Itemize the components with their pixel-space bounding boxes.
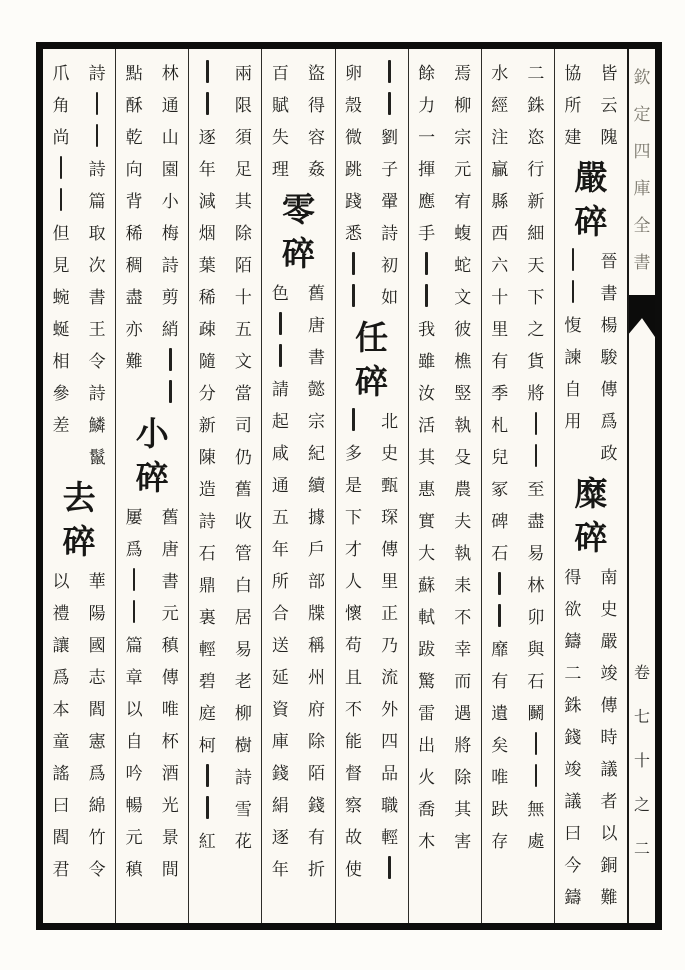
citation-left-subrow: 爪 角 尚 但 見 蜿 蜒 相 參 差 — [52, 63, 70, 436]
repeat-mark — [279, 344, 282, 367]
margin-column — [627, 49, 655, 923]
fishtail-ornament-icon — [629, 295, 655, 337]
repeat-mark — [206, 60, 209, 83]
repeat-mark — [169, 348, 172, 371]
headword: 任 碎 — [355, 317, 389, 401]
repeat-mark — [498, 604, 501, 627]
citation-left-subrow: 得 欲 鑄 二 銖 錢 竣 議 曰 今 鑄 — [564, 567, 582, 908]
text-column-col-8 — [43, 49, 115, 923]
citation-note — [482, 55, 554, 855]
citation-note — [555, 55, 627, 151]
repeat-mark — [133, 568, 136, 591]
page-body — [43, 49, 655, 923]
citation-note — [43, 55, 115, 471]
repeat-mark — [388, 60, 391, 83]
repeat-mark — [352, 284, 355, 307]
citation-left-subrow: 多 是 下 才 人 懷 苟 且 不 能 督 察 故 使 — [336, 403, 372, 883]
repeat-mark — [572, 248, 575, 271]
headword: 去 碎 — [62, 477, 96, 561]
citation-left-subrow: 色 請 起 咸 通 五 年 所 合 送 延 資 庫 錢 絹 逐 年 — [271, 283, 289, 880]
citation-right-subrow: 劉 子 翬 詩 初 如 — [372, 55, 408, 311]
citation-left-subrow: 協 所 建 — [564, 63, 582, 148]
citation-right-subrow: 兩 限 須 足 其 除 陌 十 五 文 當 司 仍 舊 收 管 白 居 易 老 柳 樹 詩 雪 花 — [234, 63, 252, 852]
citation-left-subrow: 點 酥 乾 向 背 稀 稠 盡 亦 難 — [125, 63, 143, 372]
citation-left-subrow: 卵 殼 微 跳 踐 悉 — [336, 55, 372, 311]
headword: 小 碎 — [135, 413, 169, 497]
repeat-mark — [169, 380, 172, 403]
citation-left-subrow: 以 禮 讓 爲 本 童 謠 曰 閻 君 — [52, 571, 70, 880]
headword: 嚴 碎 — [574, 157, 608, 241]
headword: 零 碎 — [281, 189, 315, 273]
repeat-mark — [206, 92, 209, 115]
book-title-vertical: 欽 定 四 庫 全 書 — [633, 68, 651, 273]
repeat-mark — [535, 412, 538, 435]
citation-note — [189, 55, 261, 855]
headword: 糜 碎 — [574, 473, 608, 557]
volume-label-vertical: 卷 七 十 之 二 — [633, 662, 650, 858]
citation-note — [262, 55, 334, 183]
citation-note — [116, 55, 188, 407]
page-frame-border — [36, 42, 662, 930]
citation-right-subrow: 舊 唐 書 元 稹 傳 唯 杯 酒 光 景 間 — [161, 507, 179, 880]
citation-right-subrow: 晉 書 楊 駿 傳 爲 政 — [600, 251, 618, 464]
citation-right-subrow: 二 銖 恣 行 新 細 天 下 之 貨 將 至 盡 易 林 卯 與 石 鬭 無 處 — [527, 63, 545, 852]
text-column-col-2 — [481, 49, 554, 923]
repeat-mark — [535, 764, 538, 787]
text-column-col-1 — [554, 49, 627, 923]
citation-note — [555, 559, 627, 911]
citation-left-subrow: 百 賦 失 理 — [271, 63, 289, 180]
repeat-mark — [572, 280, 575, 303]
citation-note — [336, 403, 408, 883]
repeat-mark — [535, 444, 538, 467]
citation-right-subrow: 詩 詩 篇 取 次 書 王 令 詩 鱗 鬣 — [88, 63, 106, 468]
repeat-mark — [60, 156, 63, 179]
repeat-mark — [206, 796, 209, 819]
citation-right-subrow: 華 陽 國 志 閻 憲 爲 綿 竹 令 — [88, 571, 106, 880]
text-column-col-3 — [408, 49, 481, 923]
citation-left-subrow: 水 經 注 贏 縣 西 六 十 里 有 季 札 兒 冢 碑 石 靡 有 遺 矣 唯 趺 存 — [491, 63, 509, 852]
repeat-mark — [96, 124, 99, 147]
repeat-mark — [133, 600, 136, 623]
text-column-col-5 — [261, 49, 334, 923]
citation-right-subrow: 北 史 甄 琛 傳 里 正 乃 流 外 四 品 職 輕 — [372, 403, 408, 883]
repeat-mark — [425, 284, 428, 307]
citation-left-subrow: 愎 諫 自 用 — [555, 243, 591, 467]
text-column-col-4 — [335, 49, 408, 923]
repeat-mark — [352, 252, 355, 275]
citation-right-subrow: 林 通 山 園 小 梅 詩 剪 綃 — [152, 55, 188, 407]
citation-note — [336, 55, 408, 311]
repeat-mark — [425, 252, 428, 275]
repeat-mark — [279, 312, 282, 335]
citation-note — [409, 55, 481, 855]
repeat-mark — [498, 572, 501, 595]
repeat-mark — [352, 408, 355, 431]
citation-left-subrow: 屢 爲 篇 章 以 自 吟 暢 元 稹 — [125, 507, 143, 880]
repeat-mark — [535, 732, 538, 755]
citation-right-subrow: 舊 唐 書 懿 宗 紀 續 據 戶 部 牒 稱 州 府 除 陌 錢 有 折 — [307, 283, 325, 880]
repeat-mark — [206, 764, 209, 787]
repeat-mark — [60, 188, 63, 211]
citation-left-subrow: 餘 力 一 揮 應 手 我 雖 汝 活 其 惠 實 大 蘇 軾 跋 驚 雷 出 火 喬 木 — [418, 63, 436, 852]
citation-note — [262, 275, 334, 883]
text-column-col-7 — [115, 49, 188, 923]
repeat-mark — [388, 92, 391, 115]
citation-note — [555, 243, 627, 467]
citation-right-subrow: 盜 得 容 姦 — [307, 63, 325, 180]
repeat-mark — [96, 92, 99, 115]
citation-right-subrow: 焉 柳 宗 元 宥 蝮 蛇 文 彼 樵 竪 執 殳 農 夫 執 耒 不 幸 而 遇 將 除 其 害 — [454, 63, 472, 852]
citation-note — [116, 499, 188, 883]
repeat-mark — [388, 856, 391, 879]
citation-right-subrow: 南 史 嚴 竣 傳 時 議 者 以 銅 難 — [600, 567, 618, 908]
text-column-col-6 — [188, 49, 261, 923]
citation-note — [43, 563, 115, 883]
citation-right-subrow: 皆 云 隗 — [600, 63, 618, 148]
citation-left-subrow: 逐 年 減 烟 葉 稀 疎 隨 分 新 陳 造 詩 石 鼎 裏 輕 碧 庭 柯 紅 — [189, 55, 225, 855]
